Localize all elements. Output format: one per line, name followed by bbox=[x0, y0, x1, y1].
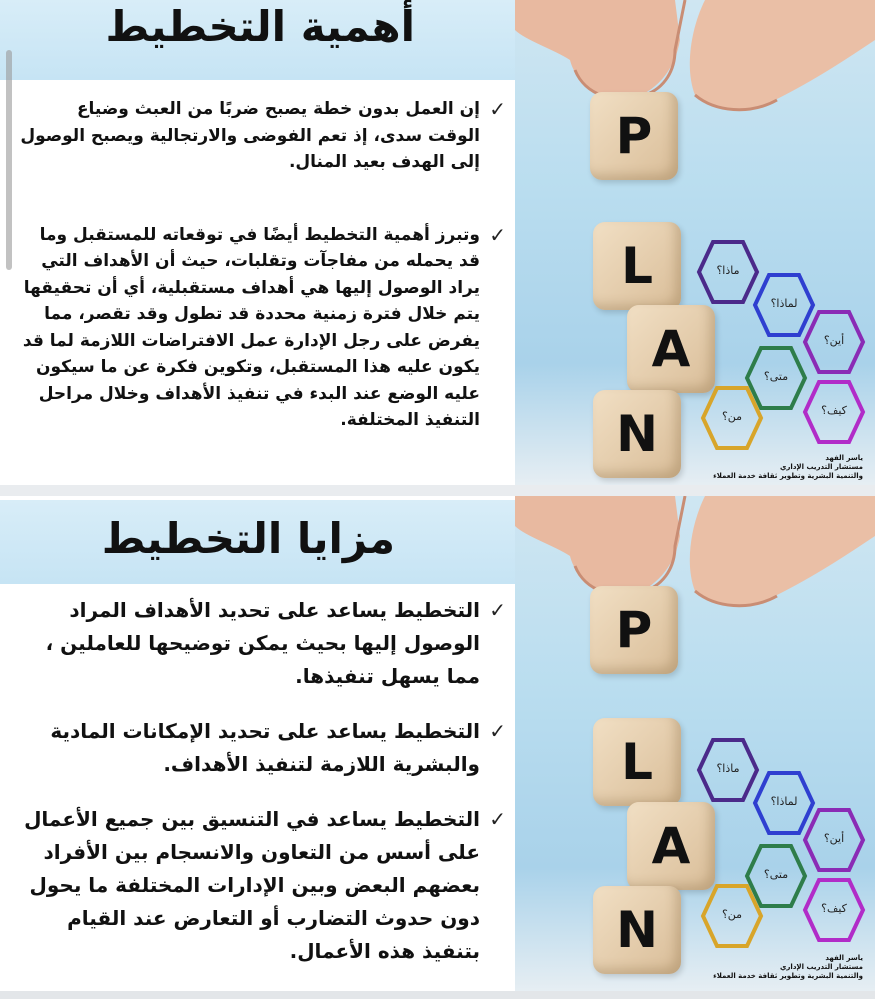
question-label-what: ماذا؟ bbox=[716, 762, 740, 775]
scrollbar-thumb[interactable] bbox=[6, 50, 12, 270]
letter-tile-n: N bbox=[593, 886, 681, 974]
title-bar bbox=[0, 0, 515, 80]
slide-body bbox=[20, 594, 510, 968]
letter-tile-a: A bbox=[627, 802, 715, 890]
question-label-how: كيف؟ bbox=[821, 902, 847, 915]
bullet-paragraph bbox=[20, 594, 510, 693]
hand-fingers-illustration bbox=[515, 0, 875, 160]
letter-tile-l: L bbox=[593, 718, 681, 806]
question-label-who: من؟ bbox=[721, 410, 743, 423]
check-icon: ✓ bbox=[489, 719, 506, 743]
question-label-how: كيف؟ bbox=[821, 404, 847, 417]
letter-tile-p: P bbox=[590, 92, 678, 180]
question-label-where: أين؟ bbox=[823, 832, 845, 845]
credit-subtitle: والتنمية البشرية وتطوير ثقافة خدمة العملاء bbox=[713, 472, 863, 480]
question-label-why: لماذا؟ bbox=[770, 297, 798, 310]
plan-cubes-photo bbox=[515, 496, 875, 991]
slide-body bbox=[20, 96, 510, 434]
hand-fingers-illustration bbox=[515, 496, 875, 656]
credit-subtitle: والتنمية البشرية وتطوير ثقافة خدمة العملاء bbox=[713, 972, 863, 980]
bullet-paragraph bbox=[20, 803, 510, 968]
paragraph-text: وتبرز أهمية التخطيط أيضًا في توقعاته للمستقبل وما قد يحمله من مفاجآت وتقلبات، حيث أن الأهداف التي يراد الوصول إليها هي أهداف مستقبلية، أي أن تحقيقها يتم خلال فترة زمنية محددة قد تطول وقد تقصر، مما يفرض على رجل الإدارة عمل الافتراضات اللازمة لما قد يكون عليه هذا المستقبل، وتكوين فكرة عن ما سيكون عليه الوضع عند البدء في تنفيذ الأهداف وخلال مراحل التنفيذ المختلفة. bbox=[22, 224, 480, 430]
check-icon: ✓ bbox=[489, 598, 506, 622]
author-credit bbox=[653, 454, 863, 481]
slide-separator bbox=[0, 485, 875, 496]
next-slide-edge bbox=[0, 991, 875, 999]
credit-title: مستشار التدريب الإداري bbox=[779, 963, 863, 971]
check-icon: ✓ bbox=[489, 807, 506, 831]
title-bar bbox=[0, 500, 515, 584]
plan-cubes-photo bbox=[515, 0, 875, 485]
check-icon: ✓ bbox=[489, 222, 506, 247]
credit-name: ياسر الفهد bbox=[825, 454, 863, 462]
question-label-what: ماذا؟ bbox=[716, 264, 740, 277]
bullet-paragraph bbox=[20, 715, 510, 781]
question-label-where: أين؟ bbox=[823, 334, 845, 347]
paragraph-text: التخطيط يساعد على تحديد الأهداف المراد الوصول إليها بحيث يمكن توضيحها للعاملين ، مما يسهل تنفيذها. bbox=[45, 598, 480, 688]
letter-tile-n: N bbox=[593, 390, 681, 478]
slide-planning-advantages bbox=[0, 496, 875, 991]
bullet-paragraph bbox=[20, 222, 510, 434]
credit-title: مستشار التدريب الإداري bbox=[779, 463, 863, 471]
letter-tile-a: A bbox=[627, 305, 715, 393]
question-label-why: لماذا؟ bbox=[770, 795, 798, 808]
slide-title: أهمية التخطيط bbox=[105, 2, 415, 51]
letter-tile-p: P bbox=[590, 586, 678, 674]
slide-planning-importance bbox=[0, 0, 875, 485]
check-icon: ✓ bbox=[489, 97, 506, 121]
credit-name: ياسر الفهد bbox=[825, 954, 863, 962]
letter-tile-l: L bbox=[593, 222, 681, 310]
slide-title: مزايا التخطيط bbox=[101, 514, 395, 563]
bullet-paragraph bbox=[20, 96, 510, 176]
question-label-when: متى؟ bbox=[763, 370, 789, 383]
paragraph-text: التخطيط يساعد على تحديد الإمكانات المادية والبشرية اللازمة لتنفيذ الأهداف. bbox=[50, 719, 480, 776]
author-credit bbox=[653, 954, 863, 981]
question-label-who: من؟ bbox=[721, 908, 743, 921]
paragraph-text: إن العمل بدون خطة يصبح ضربًا من العبث وضياع الوقت سدى، إذ تعم الفوضى والارتجالية ويصبح الوصول إلى الهدف بعيد المنال. bbox=[20, 99, 480, 172]
paragraph-text: التخطيط يساعد في التنسيق بين جميع الأعمال على أسس من التعاون والانسجام بين الأفراد بعضهم البعض وبين الإدارات المختلفة ما يحول دون حدوث التضارب أو التعارض عند القيام بتنفيذ هذه الأعمال. bbox=[24, 807, 480, 963]
question-label-when: متى؟ bbox=[763, 868, 789, 881]
